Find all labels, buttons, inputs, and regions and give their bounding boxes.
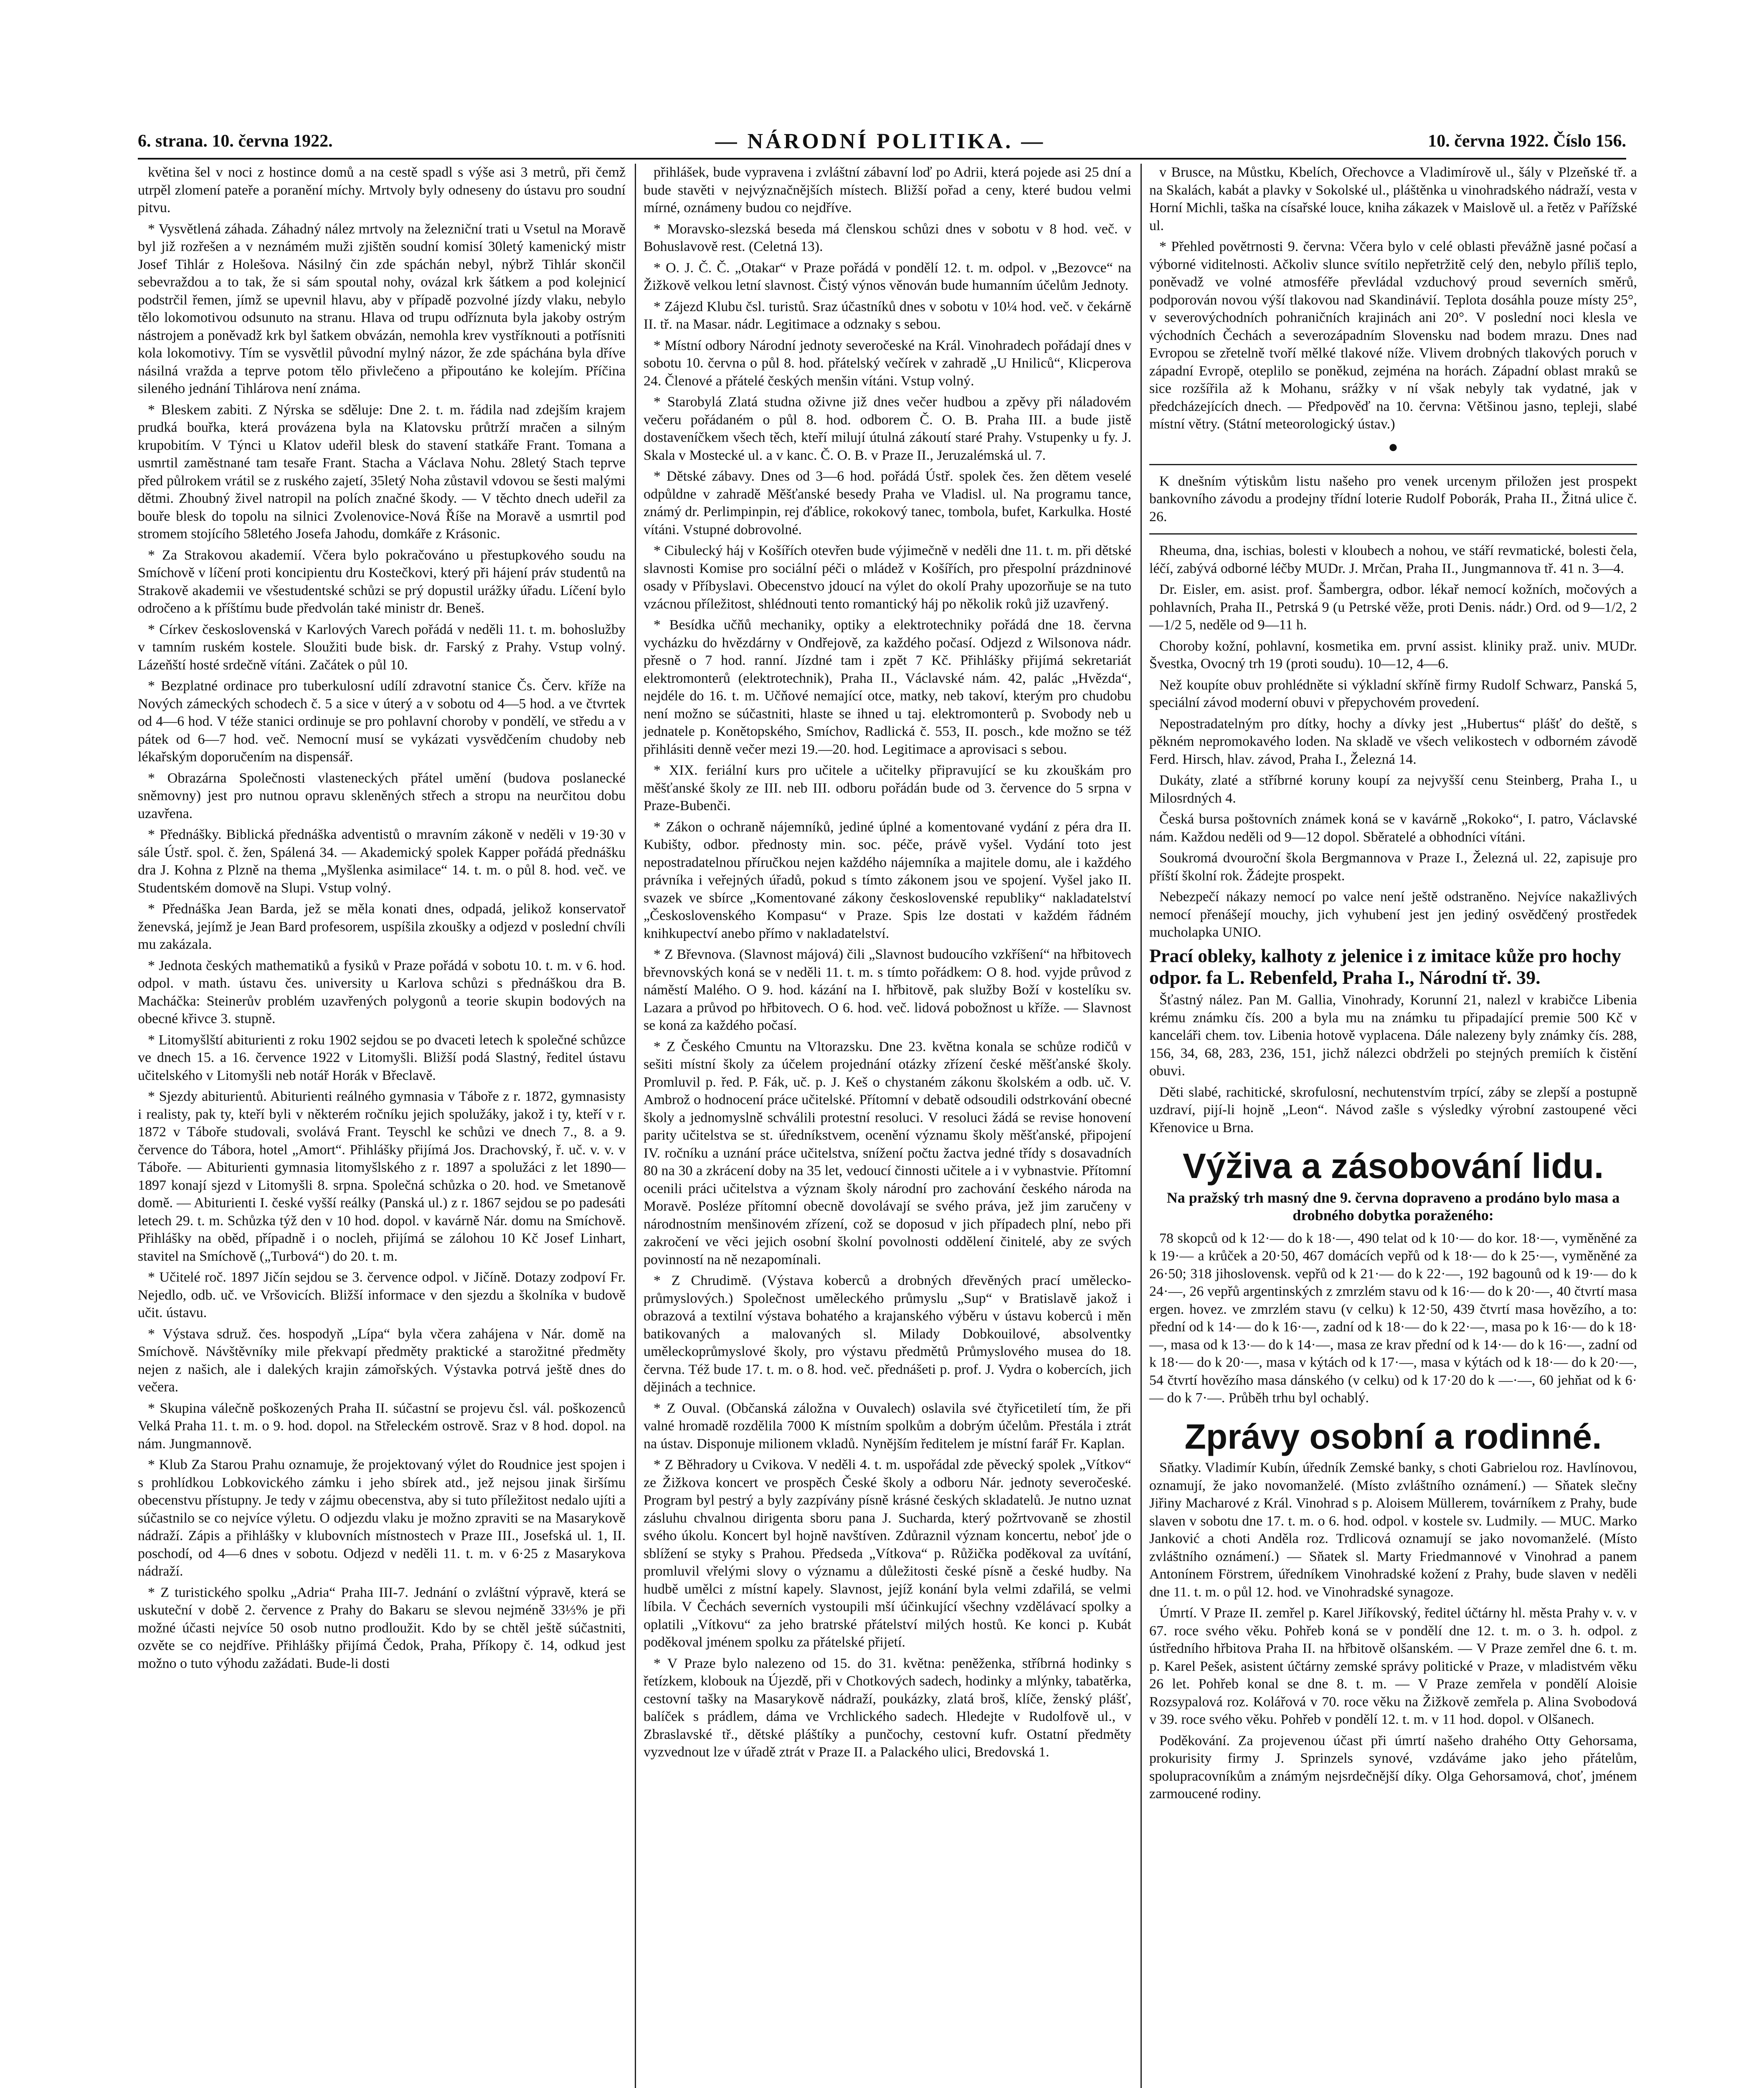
- article-paragraph: Šťastný nález. Pan M. Gallia, Vinohrady, Korunní 21, nalezl v krabičce Libenia krému známku čís. 200 a byla mu na známku tu připadající premie 500 Kč v kanceláři chem. tov. Libenia hotově vyplacena. Dále nalezeny byly známky čís. 288, 156, 34, 68, 283, 236, 151, jichž nálezci obdrželi po stejných premiích k čistění obuvi.: [1149, 992, 1637, 1079]
- article-paragraph: 78 skopců od k 12·— do k 18·—, 490 telat od k 10·— do kor. 18·—, vyměněné za k 19·— a krůček a 20·50, 467 domácích vepřů od k 18·— do k 25·—, vyměněné za 26·50; 318 jihoslovensk. vepřů od k 21·— do k 22·—, 192 bagounů od k 19·— do k 24·—, 26 vepřů argentinských z zmrzlém stavu od k 16·— do k 20·—, 40 čtvrtí masa ergen. hovez. ve zmrzlém stavu (v celku) k 12·50, 439 čtvrtí masa hovězího, a to: přední od k 14·— do k 16·—, zadní od k 18·— do k 22·—, masa po k 16·— do k 18·—, masa od k 13·— do k 14·—, masa ze krav přední od k 14·— do k 16·—, zadní od k 18·— do k 20·—, masa v kýtách od k 17·—, masa v kýtách od k 18·— do k 20·—, 54 čtvrtí hovězího masa dánského (v celku) od k 17·20 do k —·—, 60 jehňat od k 6·— do k 7·—. Průběh trhu byl ochablý.: [1149, 1230, 1637, 1406]
- column-left: [138, 164, 626, 2088]
- advertisement-headline: Prací obleky, kalhoty z jelenice i z imitace kůže pro hochy odpor. fa L. Rebenfeld, Praha I., Národní tř. 39.: [1149, 945, 1621, 988]
- article-paragraph: * Zákon o ochraně nájemníků, jediné úplné a komentované vydání z péra dra II. Kubišty, odbor. přednosty min. soc. péče, právě vyšel. Vydání toto jest nepostradatelnou příručkou nejen každého nájemníka a majitele domu, ale i každého právníka i veřejných úřadů, pokud s tímto zákonem jsou ve spojení. Vyšel jako II. svazek ve sbírce „Komentované zákony československé republiky“ nakladatelství „Československého Kompasu“ v Praze. Spis lze dostati v každém řádném knihkupectví anebo přímo v nakladatelství.: [644, 819, 1131, 941]
- article-paragraph: * V Praze bylo nalezeno od 15. do 31. května: peněženka, stříbrná hodinky s řetízkem, klobouk na Újezdě, při v Chotkových sadech, hodinky a mlýnky, tabatěrka, cestovní tašky na Masarykově nádraží, poukázky, zlatá broš, klíče, ženský plášť, balíček s prádlem, dáma ve Vrchlického sadech. Hledejte v Rudolfově ul., v Zbraslavské tř., dětské pláštíky a punčochy, cestovní kufr. Ostatní předměty vyzvednout lze v úřadě ztrát v Praze II. a Palackého ulici, Bredovská 1.: [644, 1655, 1131, 1760]
- article-paragraph: * Přednáška Jean Barda, jež se měla konati dnes, odpadá, jelikož konservatoř ženevská, jejímž je Jean Bard profesorem, uspíšila zkoušky a odjezd v poslední chvíli mu zakázala.: [138, 901, 626, 952]
- column-middle: [635, 164, 1131, 2088]
- article-paragraph: * Litomyšlští abiturienti z roku 1902 sejdou se po dvaceti letech k společné schůzce ve dnech 15. a 16. července 1922 v Litomyšli. Bližší podá Slastný, ředitel ústavu učitelského v Litomyšli neb notář Horák v Břeclavě.: [138, 1032, 626, 1083]
- article-paragraph: K dnešním výtiskům listu našeho pro venek urcenym přiložen jest prospekt bankovního závodu a prodejny třídní loterie Rudolf Poborák, Praha II., Žitná ulice č. 26.: [1149, 473, 1637, 525]
- article-paragraph: * Z Chrudimě. (Výstava koberců a drobných dřevěných prací umělecko-průmyslových.) Společnost uměleckého průmyslu „Sup“ v Bratislavě jakož i obrazová a textilní výstava bohatého a krajanského výběru v ústavu koberců i měn batikovaných a malovaných sl. Milady Dobkouilové, absolventky uměleckoprůmyslové školy, pro výstavu předmětů Průmyslového musea do 18. června. Též bude 17. t. m. o 8. hod. več. přednášeti p. prof. J. Vydra o kobercích, jich dějinách a technice.: [644, 1273, 1131, 1395]
- article-paragraph: květina šel v noci z hostince domů a na cestě spadl s výše asi 3 metrů, při čemž utrpěl zlomení pateře a poranění míchy. Mrtvoly byly odneseny do ústavu pro soudní pitvu.: [138, 165, 626, 215]
- article-paragraph: * Přehled povětrnosti 9. června: Včera bylo v celé oblasti převážně jasné počasí a výborné viditelnosti. Ačkoliv slunce svítilo nepřetržitě celý den, nebylo příliš teplo, poněvadž ve volné atmosféře převládal vzduchový proud severních směrů, podporován novou výší tlakovou nad Skandinávií. Teplota dosáhla pouze místy 25°, v severovýchodních pohraničních krajinách ani 20°. V poslední noci klesla ve východních Čechách a severozápadním Slovensku nad bodem mrazu. Dnes nad Evropou se zřetelně tvoří mělké tlakové níže. Vlivem drobných tlakových poruch v západní Evropě, oteplilo se poněkud, zejména na horách. Západní oblast mraků se sice rozšířila až k Mohanu, srážky v ní však nebyly tak vydatné, jak v předcházejících dnech. — Předpověď na 10. června: Většinou jasno, tepleji, slabé místní větry. (Státní meteorologický ústav.): [1149, 239, 1637, 432]
- article-paragraph: * Klub Za Starou Prahu oznamuje, že projektovaný výlet do Roudnice jest spojen i s prohlídkou Lobkovického zámku i jeho sbírek atd., jež nejsou jinak širšímu obecenstvu přístupny. Je tedy v zájmu obecenstva, aby si tuto příležitost nedalo ujíti a súčastnilo se co nejvíce výletu. O odjezdu vlaku je možno zpraviti se na Masarykově nádraží. Zápis a přihlášky v klubovních místnostech v Praze III., Josefská ul. 1, II. poschodí, od 4—6 dnes v sobotu. Odjezd v neděli 11. t. m. v 6·25 z Masarykova nádraží.: [138, 1457, 626, 1579]
- article-paragraph: * Besídka učňů mechaniky, optiky a elektrotechniky pořádá dne 18. června vycházku do hvězdárny v Ondřejově, za každého počasí. Odjezd z Wilsonova nádr. přesně o 7 hod. ranní. Jízdné tam i zpět 7 Kč. Přihlášky přijímá sekretariát elektromonterů (elektrotechnik), Praha II., Václavské nám. 42, palác „Hvězda“, nejdéle do 16. t. m. Učňové nemající otce, matky, neb takoví, kterým pro chudobu není možno se súčastniti, hlaste se ihned u taj. elektromonterů p. Svobody neb u jednatele p. Konětopského, Smíchov, Radlická č. 553, II. posch., kde možno se též přihlásiti denně večer mezi 19.—20. hod. Legitimace a aprovisaci s sebou.: [644, 617, 1131, 757]
- article-paragraph: * Dětské zábavy. Dnes od 3—6 hod. pořádá Ústř. spolek čes. žen dětem veselé odpůldne v zahradě Měšťanské besedy Praha ve Vladisl. ul. Na programu tance, známý dr. Perlimpinpin, rej ďáblice, rokokový tanec, tombola, bufet, Karkulka. Hosté vítáni. Vstupné dobrovolné.: [644, 469, 1131, 537]
- article-paragraph: * Bezplatné ordinace pro tuberkulosní udílí zdravotní stanice Čs. Červ. kříže na Nových zámeckých schodech č. 5 a sice v úterý a v sobotu od 4—5 hod. a ve čtvrtek od 4—6 hod. V téže stanici ordinuje se pro pohlavní choroby v pondělí, ve středu a v pátek od 6—7 hod. več. Nemocní musí se vykázati vysvědčením chudoby neb lékařským doporučením na dispensář.: [138, 678, 626, 765]
- article-paragraph: * O. J. Č. Č. „Otakar“ v Praze pořádá v pondělí 12. t. m. odpol. v „Bezovce“ na Žižkově velkou letní slavnost. Čistý výnos věnován bude humanním účelům Jednoty.: [644, 260, 1131, 293]
- article-paragraph: Děti slabé, rachitické, skrofulosní, nechutenstvím trpící, záby se zlepší a postupně uzdraví, pijí-li hojně „Leon“. Návod zašle s výsledky výrobní zastoupené věci Křenovice u Brna.: [1149, 1084, 1637, 1135]
- article-paragraph: * Z Břevnova. (Slavnost májová) čili „Slavnost budoucího vzkříšení“ na hřbitovech břevnovských koná se v neděli 11. t. m. s tímto pořádkem: O 8. hod. vyjde průvod z náměstí Malého. O 9. hod. kázání na I. hřbitově, pak služby Boží v kostelíku sv. Lazara a průvod po hřbitovech. O 6. hod. več. lidová pobožnost u kříže. — Slavnost se koná za každého počasí.: [644, 947, 1131, 1033]
- column-right: [1141, 164, 1637, 2088]
- section-heading: Výživa a zásobování lidu.: [1182, 1146, 1604, 1186]
- article-paragraph: přihlášek, bude vypravena i zvláštní zábavní loď po Adrii, která pojede asi 25 dní a bude stavěti v nejvýznačnějších místech. Bližší pořad a ceny, které budou velmi mírné, oznámeny budou co nejdříve.: [644, 165, 1131, 215]
- page-number-date: 6. strana. 10. června 1922.: [138, 132, 333, 151]
- article-paragraph: * Církev československá v Karlových Varech pořádá v neděli 11. t. m. bohoslužby v tamním ruském kostele. Sloužiti bude bisk. dr. Farský z Prahy. Vstup volný. Lázeňští hosté srdečně vítáni. Začátek o půl 10.: [138, 621, 626, 673]
- column-divider: [1149, 533, 1637, 535]
- article-paragraph: * Zájezd Klubu čsl. turistů. Sraz účastníků dnes v sobotu v 10¼ hod. več. v čekárně II. tř. na Masar. nádr. Legitimace a odznaky s sebou.: [644, 299, 1131, 332]
- section-heading: Zprávy osobní a rodinné.: [1184, 1416, 1602, 1456]
- section-subheading: Na pražský trh masný dne 9. června dopraveno a prodáno bylo masa a drobného dobytka poraženého:: [1166, 1189, 1620, 1224]
- article-paragraph: * XIX. feriální kurs pro učitele a učitelky připravující se ku zkouškám pro měšťanské školy ze III. neb III. odboru pořádán bude od 3. července do 5 srpna v Praze-Bubenči.: [644, 763, 1131, 813]
- article-paragraph: Nebezpečí nákazy nemocí po valce není ještě odstraněno. Nejvíce nakažlivých nemocí přenášejí mouchy, jich vyhubení jest jen jediný osvědčený prostředek mucholapka UNIO.: [1149, 889, 1637, 940]
- article-paragraph: Nepostradatelným pro dítky, hochy a dívky jest „Hubertus“ plášť do deště, s pěkném nepromokavého loden. Na skladě ve všech velikostech v odborném závodě Ferd. Hirsch, hlav. závod, Praha I., Železná 14.: [1149, 716, 1637, 767]
- article-paragraph: * Z Českého Cmuntu na Vltorazsku. Dne 23. května konala se schůze rodičů v sešiti místní školy za účelem projednání otázky zřízení české měšťanské školy. Promluvil p. řed. P. Fák, uč. p. J. Keš o chystaném zákonu školském a odb. uč. V. Ambrož o hodnocení práce učitelské. Přítomní v debatě odsoudili odstrkování obecné školy a jednomyslně schválili protestní resoluci. V resoluci žádá se revise honovení parity učitelstva se st. úředníkstvem, ocenění významu školy měšťanské, připojení IV. ročníku a uznání práce učitelstva, snížení počtu žactva jedné třídy s dosavadních 80 na 30 a zkrácení doby na 35 let, vedoucí činnosti učitele a i v vybnastvie. Přítomní ocenili práci učitelstva a význam školy národní pro zachování českého národa na Moravě. Posléze přítomní obecně dovolávají se svého práva, jež jim zaručeny v národnostním menšinovém zřízení, což se doposud v jich případech plní, nebo při zakročení ve věci jejich osobní školní povolnosti oddělení činitelé, aby ze svých povinností na ně nezapomínali.: [644, 1039, 1131, 1267]
- article-paragraph: * Z Ouval. (Občanská záložna v Ouvalech) oslavila své čtyřicetiletí tím, že při valné hromadě rozdělila 7000 K místním spolkům a dobrým účelům. Přestála i ztrát na ústav. Disponuje milionem vkladů. Nynějším ředitelem je místní farář Fr. Kaplan.: [644, 1400, 1131, 1452]
- article-paragraph: Než koupíte obuv prohlédněte si výkladní skříně firmy Rudolf Schwarz, Panská 5, speciální závod moderní obuvi v přepychovém provedení.: [1149, 677, 1637, 710]
- article-paragraph: * Učitelé roč. 1897 Jičín sejdou se 3. července odpol. v Jičíně. Dotazy zodpoví Fr. Nejedlo, odb. uč. ve Vršovicích. Bližší informace v den sjezdu a školníka v budově učit. ústavu.: [138, 1270, 626, 1320]
- article-paragraph: * Starobylá Zlatá studna oživne již dnes večer hudbou a zpěvy při náladovém večeru pořádaném o půl 8. hod. odborem Č. O. B. Praha III. a bude jistě dostaveníčkem všech těch, kteří milují útulná zákoutí staré Prahy. Vstupenky u fy. J. Skala v Mostecké ul. a v kanc. Č. O. B. v Praze II., Jeruzalémská ul. 7.: [644, 394, 1131, 463]
- column-divider: [1149, 464, 1637, 465]
- article-paragraph: Soukromá dvouroční škola Bergmannova v Praze I., Železná ul. 22, zapisuje pro příští školní rok. Žádejte prospekt.: [1149, 850, 1637, 884]
- article-paragraph: Úmrtí. V Praze II. zemřel p. Karel Jiříkovský, ředitel účtárny hl. města Prahy v. v. v 67. roce svého věku. Pohřeb koná se v pondělí dne 12. t. m. o 3. h. odpol. z ústředního hřbitova Praha II. na hřbitově olšanském. — V Praze zemřel dne 6. t. m. p. Karel Pešek, asistent účtárny zemské správy politické v Praze, v mladistvém věku 26 let. Pohřeb konal se dne 8. t. m. — V Praze zemřela v pondělí Aloisie Rozsypalová roz. Kolářová v 70. roce věku na Žižkově zemřela p. Alina Svobodová v 39. roce svého věku. Pohřeb v pondělí 12. t. m. v 11 hod. dopol. v Olšanech.: [1149, 1605, 1637, 1728]
- article-paragraph: * Sjezdy abiturientů. Abiturienti reálného gymnasia v Táboře z r. 1872, gymnasisty i realisty, pak ty, kteří byli v některém ročníku jejich spolužáky, jakož i ty, kteří v r. 1872 v Táboře studovali, svolává Frant. Teyschl ke schůzi ve dnech 7., 8. a 9. července do Tábora, hotel „Amort“. Přihlášky přijímá Jos. Drachovský, ř. uč. v. v. v Táboře. — Abiturienti gymnasia litomyšlského z r. 1897 a spolužáci z let 1890—1897 konají sjezd v Litomyšli 8. srpna. Společná schůzka o 20. hod. ve Smetanově domě. — Abiturienti I. české vyšší reálky (Panská ul.) z r. 1867 sejdou se po padesáti letech 29. t. m. Schůzka týž den v 10 hod. dopol. v kavárně Nár. domu na Smíchově. Přihlášky na oběd, případně i o nocleh, přijímá se zálohou 10 Kč Josef Linhart, stavitel na Smíchově („Turbová“) do 20. t. m.: [138, 1089, 626, 1264]
- article-paragraph: * Skupina válečně poškozených Praha II. súčastní se projevu čsl. vál. poškozenců Velká Praha 11. t. m. o 9. hod. dopol. na Střeleckém ostrově. Sraz v 8 hod. dopol. na nám. Jungmannově.: [138, 1400, 626, 1452]
- article-paragraph: * Místní odbory Národní jednoty severočeské na Král. Vinohradech pořádají dnes v sobotu 10. června o půl 8. hod. přátelský večírek v zahradě „U Hniliců“, Klicperova 24. Členové a přátelé českých menšin vítáni. Vstup volný.: [644, 337, 1131, 389]
- issue-number-date: 10. června 1922. Číslo 156.: [1428, 132, 1626, 151]
- article-paragraph: * Z turistického spolku „Adria“ Praha III-7. Jednání o zvláštní výpravě, která se uskuteční v době 2. července z Prahy do Bakaru se slevou nejméně 33⅓% je při možné účasti nejvíce 50 osob nutno prodloužit. Kdo by se chtěl ještě súčastniti, ozvěte se co nejdříve. Přihlášky přijímá Čedok, Praha, Příkopy č. 14, odkud jest možno o tuto výhodu zažádati. Bude-li dosti: [138, 1584, 626, 1671]
- page-header: [138, 124, 1626, 160]
- article-paragraph: * Moravsko-slezská beseda má členskou schůzi dnes v sobotu v 8 hod. več. v Bohuslavově rest. (Celetná 13).: [644, 221, 1131, 254]
- article-paragraph: * Z Běhradory u Cvikova. V neděli 4. t. m. uspořádal zde pěvecký spolek „Vítkov“ ze Žižkova koncert ve prospěch České školy a odboru Nár. jednoty severočeské. Program byl pestrý a byly zazpívány písně krásné českých skladatelů. Je nutno uznat zásluhu chvalnou dirigenta sboru pana J. Sucharda, který požrtvovaně se zhostil svého úkolu. Koncert byl hojně navštíven. Zdůraznil význam koncertu, neboť jde o sblížení se styky s Prahou. Předseda „Vítkova“ p. Růžička poděkoval za uvítání, promluvil vřelými slovy o významu a důležitosti české písně a české hudby. Na hudbě umělci z místní kapely. Slavnost, jejíž konání byla velmi zdařilá, se velmi líbila. V Čechách severních vystoupili mší účinkující všechny vzdělávací spolky a oplatili „Vítkovu“ za jeho bratrské přátelství milých hostů. Ke konci p. Kubát poděkoval jménem spolku za přátelské přijetí.: [644, 1457, 1131, 1650]
- article-paragraph: Česká bursa poštovních známek koná se v kavárně „Rokoko“, I. patro, Václavské nám. Každou neděli od 9—12 dopol. Sběratelé a obhodníci vítáni.: [1149, 811, 1637, 845]
- article-paragraph: v Brusce, na Můstku, Kbelích, Ořechovce a Vladimírově ul., šály v Plzeňské tř. a na Skalách, kabát a plavky v Sokolské ul., pláštěnka u vinohradského nádraží, vesta v Horní Michli, taška na císařské louce, kniha zákazek v Maislově ul. a řetěz v Pařížské ul.: [1149, 165, 1637, 233]
- article-paragraph: * Vysvětlená záhada. Záhadný nález mrtvoly na železniční trati u Vsetul na Moravě byl již rozřešen a v neznámém muži zjištěn soudní komisí 30letý kamenický mistr Josef Tihlár z Holešova. Násilný čin zde spáchán nebyl, nýbrž Tihlár skončil sebevraždou a to tak, že si sám spoutal nohy, ovázal krk šátkem a pod kolejnicí podstrčil řemen, jímž se upevnil hlavu, aby v případě pozvolné jízdy vlaku, nebylo tělo lokomotivou odsunuto na stranu. Hlava od trupu odříznuta byla jakoby ostrým nástrojem a poněvadž krk byl šatkem obvázán, nemohla krev vystříknouti a potřísniti kola lokomotivy. Tím se vysvětlil původní mylný názor, že zde spáchána byla dříve násilná vražda a teprve potom tělo přivlečeno a připoutáno ke kolejím. Příčina sileného jednání Tihlárova není známa.: [138, 221, 626, 396]
- ornament-mark: ●: [1388, 437, 1399, 456]
- article-paragraph: * Výstava sdruž. čes. hospodyň „Lípa“ byla včera zahájena v Nár. domě na Smíchově. Návštěvníky mile překvapí předměty praktické a starožitné předměty nejen z našich, ale i dalekých krajin zámořských. Výstavka potrvá ještě dnes do večera.: [138, 1326, 626, 1395]
- article-paragraph: * Přednášky. Biblická přednáška adventistů o mravním zákoně v neděli v 19·30 v sále Ústř. spol. č. žen, Spálená 34. — Akademický spolek Kapper pořádá přednášku dra J. Kohna z Plzně na thema „Myšlenka asimilace“ 14. t. m. o půl 8. hod. več. ve Studentském domově na Slupi. Vstup volný.: [138, 827, 626, 896]
- article-columns: [138, 164, 1637, 2088]
- article-paragraph: * Bleskem zabiti. Z Nýrska se sděluje: Dne 2. t. m. řádila nad zdejším krajem prudká bouřka, která provázena byla na Klatovsku průtrží mračen a silným krupobitím. V Týnci u Klatov udeřil blesk do stavení statkáře Frant. Tomana a usmrtil zaměstnané tam tesaře Frant. Stacha a Václava Nohu. 28letý Stach teprve před půlrokem vrátil se z ruského zajetí, 35letý Noha zůstavil vdovou se šesti malými dětmi. Zhoubný živel natropil na polích značné škody. — V těchto dnech udeřil za bouře blesk do topolu na silnici Zvolenovice-Nová Říše na Moravě a usmrtil pod stromem stojícího 58letého Josefa Jahodu, domkáře z Krásonic.: [138, 402, 626, 542]
- article-paragraph: Sňatky. Vladimír Kubín, úředník Zemské banky, s choti Gabrielou roz. Havlínovou, oznamují, že jako novomanželé. (Místo zvláštního oznámení.) — Sňatek slečny Jiřiny Macharové z Král. Vinohrad s p. Aloisem Müllerem, továrníkem z Prahy, bude slaven v sobotu dne 17. t. m. o 6. hod. odpol. v kostele sv. Ludmily. — MUC. Marko Janković a choti Anděla roz. Trdlicová oznamují se jako novomanželé. (Místo zvláštního oznámení.) — Sňatek sl. Marty Friedmannové v Vinohrad a panem Antonínem Förstrem, úředníkem Vinohradské kožení z Prahy, bude slaven v neděli dne 11. t. m. o půl 12. hod. ve Vinohradské synagoze.: [1149, 1460, 1637, 1600]
- article-paragraph: Poděkování. Za projevenou účast při úmrtí našeho drahého Otty Gehorsama, prokurisity firmy J. Sprinzels synové, vzdáváme jako jeho přátelům, spolupracovníkům a známým nejsrdečnější díky. Olga Gehorsamová, choť, jménem zarmoucené rodiny.: [1149, 1733, 1637, 1802]
- article-paragraph: * Za Strakovou akademií. Včera bylo pokračováno u přestupkového soudu na Smíchově v líčení proti koncipientu dru Kostečkovi, který při hájení práv studentů na Strakově akademii ve všestudentské schůzi se prý dopustil urážky úřadu. Líčení bylo odročeno a k příštímu bude předvolán také ministr dr. Beneš.: [138, 547, 626, 616]
- article-paragraph: Dr. Eisler, em. asist. prof. Šambergra, odbor. lékař nemocí kožních, močových a pohlavních, Praha II., Petrská 9 (u Petrské věže, proti Denis. nádr.) Ord. od 9—1/2, 2—1/2 5, neděle od 9—11 h.: [1149, 582, 1637, 633]
- article-paragraph: * Jednota českých mathematiků a fysiků v Praze pořádá v sobotu 10. t. m. v 6. hod. odpol. v math. ústavu čes. university u Karlova schůzi s přednáškou dra B. Macháčka: Steinerův problém uzavřených polygonů a teorie skupin bodových na obecné křivce 3. stupně.: [138, 958, 626, 1026]
- article-paragraph: * Obrazárna Společnosti vlasteneckých přátel umění (budova poslanecké sněmovny) jest pro nutnou opravu skleněných střech a stropu na neurčitou dobu uzavřena.: [138, 770, 626, 821]
- article-paragraph: Choroby kožní, pohlavní, kosmetika em. první assist. kliniky praž. univ. MUDr. Švestka, Ovocný trh 19 (proti soudu). 10—12, 4—6.: [1149, 638, 1637, 672]
- article-paragraph: Dukáty, zlaté a stříbrné koruny koupí za nejvyšší cenu Steinberg, Praha I., u Milosrdných 4.: [1149, 773, 1637, 806]
- article-paragraph: Rheuma, dna, ischias, bolesti v kloubech a nohou, ve stáří revmatické, bolesti čela, léčí, zabývá odborné léčby MUDr. J. Mrčan, Praha II., Jungmannova tř. 41 n. 3—4.: [1149, 543, 1637, 576]
- newspaper-title: — NÁRODNÍ POLITIKA. —: [715, 129, 1046, 153]
- article-paragraph: * Cibulecký háj v Košířích otevřen bude výjimečně v neděli dne 11. t. m. při dětské slavnosti Komise pro sociální péči o mládež v Košířích, pro přespolní prázdninové osady v Příbyslavi. Obecenstvo jdoucí na výlet do okolí Prahy upozorňuje se na tuto vzácnou příležitost, shlédnouti tento romantický háj po několik roků již uzavřený.: [644, 543, 1131, 612]
